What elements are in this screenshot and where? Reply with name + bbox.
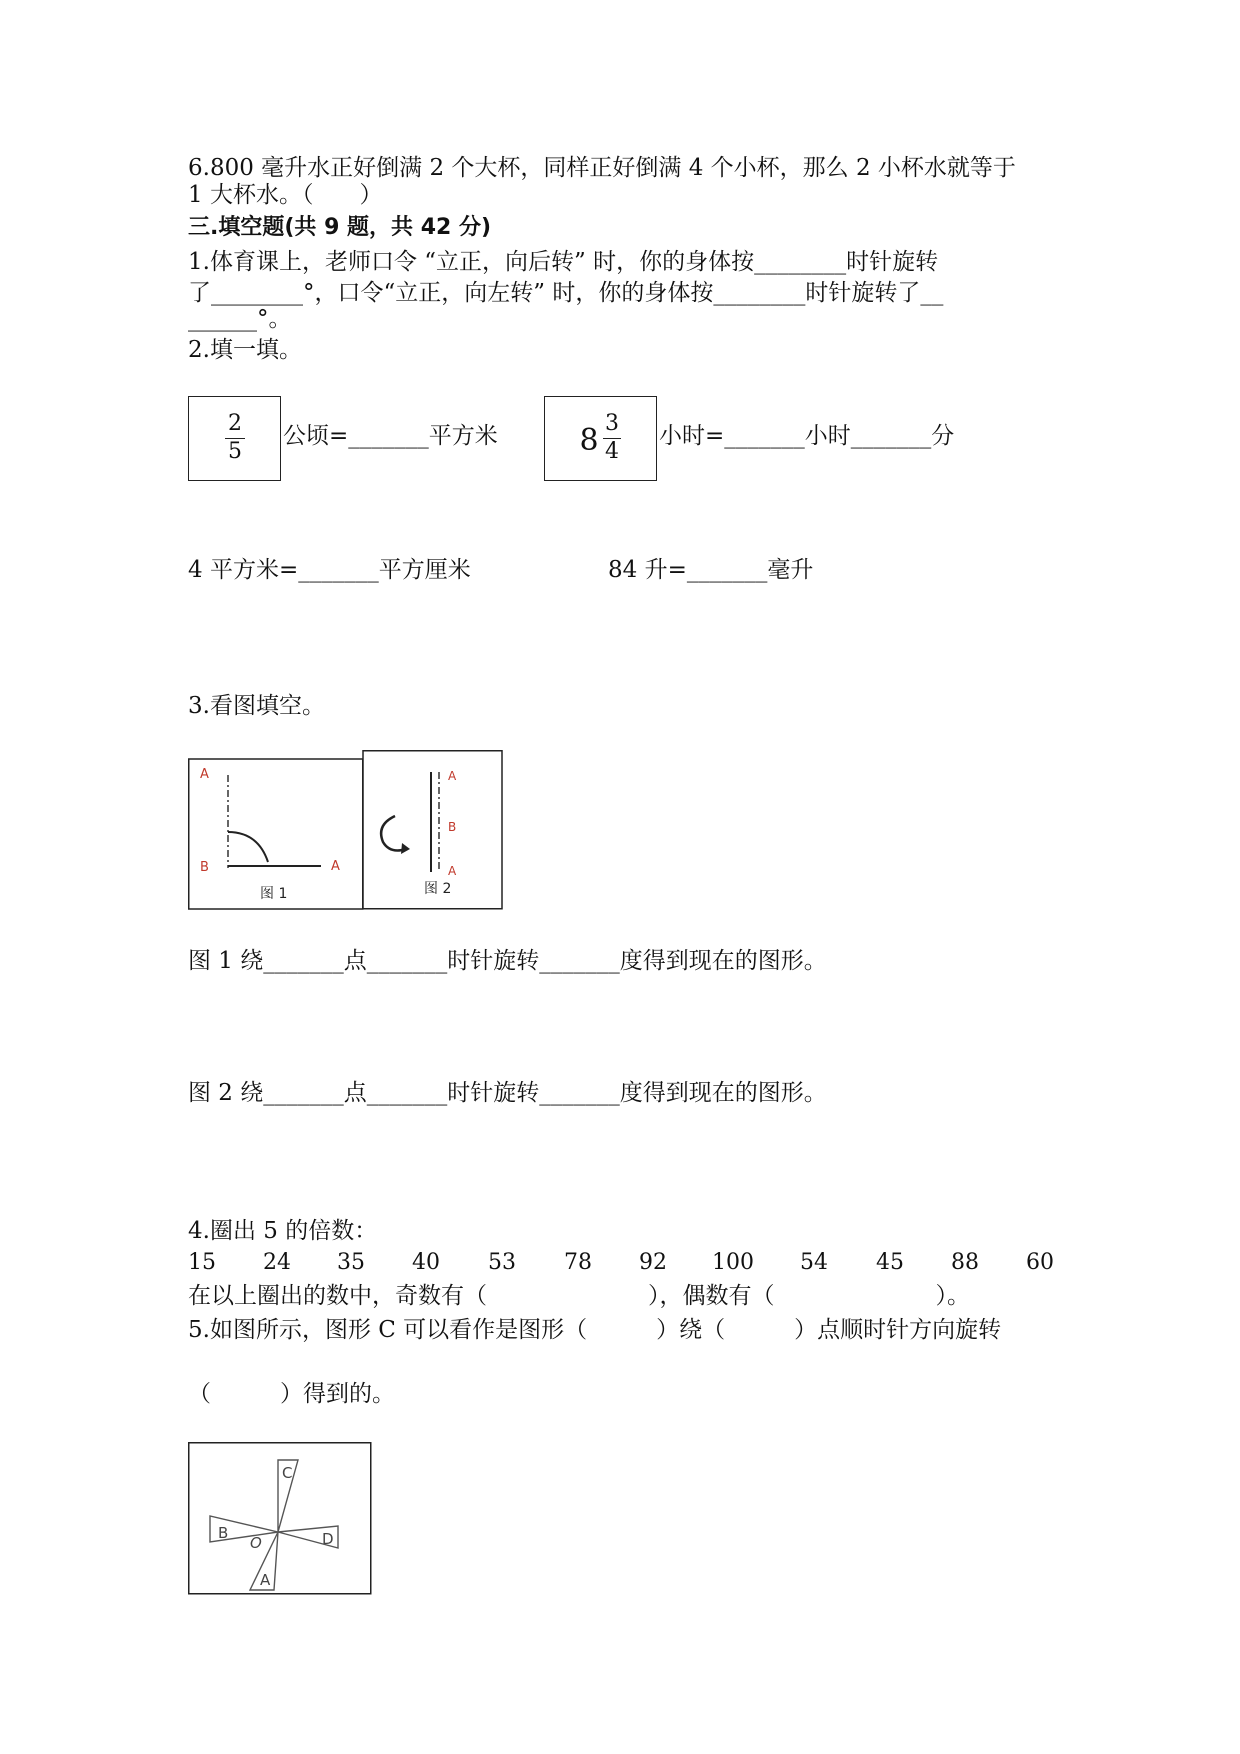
q5-line1: 5.如图所示，图形 C 可以看作是图形（ ）绕（ ）点顺时针方向旋转 [188, 1317, 1002, 1343]
label-c: C [282, 1464, 293, 1482]
q4-number[interactable]: 40 [412, 1250, 440, 1275]
q4-number[interactable]: 78 [564, 1250, 592, 1275]
q2-item2: 小时=_______小时_______分 [659, 423, 955, 449]
figure-1-label-a-top: A [200, 767, 209, 782]
q6-line2: 1 大杯水。（ ） [188, 182, 383, 208]
figure-1-label-b: B [200, 860, 209, 875]
q1-line3: ______°。 [188, 306, 292, 332]
q4-number[interactable]: 54 [800, 1250, 828, 1275]
label-a: A [260, 1571, 271, 1589]
fraction-2-denominator: 4 [605, 439, 619, 464]
figure-2-label-a-bottom: A [448, 864, 457, 878]
fraction-2-whole: 8 [579, 423, 599, 458]
q4-number[interactable]: 45 [876, 1250, 904, 1275]
rotation-figures [188, 750, 504, 912]
figure-2-label-a-top: A [448, 769, 457, 783]
q4-number[interactable]: 100 [712, 1250, 754, 1275]
q5-line2: （ ）得到的。 [188, 1381, 395, 1407]
q6-line1: 6.800 毫升水正好倒满 2 个大杯，同样正好倒满 4 个小杯，那么 2 小杯水就等于 [188, 155, 1016, 181]
q4-title: 4.圈出 5 的倍数： [188, 1218, 378, 1244]
q2-item4: 84 升=_______毫升 [608, 557, 814, 583]
fraction-box-2 [544, 396, 657, 481]
q4-number[interactable]: 35 [337, 1250, 365, 1275]
q1-line1: 1.体育课上，老师口令 “立正，向后转” 时，你的身体按________时针旋转 [188, 249, 939, 275]
q2-item1: 公顷=_______平方米 [283, 423, 498, 449]
q4-number[interactable]: 15 [188, 1250, 216, 1275]
fraction-box-1 [188, 396, 281, 481]
fraction-1-denominator: 5 [228, 439, 242, 464]
figure-1-label-a-right: A [331, 859, 340, 874]
q3-fig2-question: 图 2 绕_______点_______时针旋转_______度得到现在的图形。 [188, 1080, 827, 1106]
figure-2-label-b: B [448, 820, 457, 834]
q2-item3: 4 平方米=_______平方厘米 [188, 557, 471, 583]
q2-title: 2.填一填。 [188, 337, 302, 363]
label-o: O [250, 1534, 262, 1552]
q1-line2: 了________°，口令“立正，向左转” 时，你的身体按________时针旋转了__ [188, 280, 944, 306]
q4-number[interactable]: 60 [1026, 1250, 1054, 1275]
label-b: B [218, 1524, 229, 1542]
q3-fig1-question: 图 1 绕_______点_______时针旋转_______度得到现在的图形。 [188, 948, 827, 974]
fraction-1-numerator: 2 [228, 411, 242, 436]
q4-number[interactable]: 24 [263, 1250, 291, 1275]
section-title: 三.填空题(共 9 题，共 42 分) [188, 215, 492, 240]
q4-number[interactable]: 88 [951, 1250, 979, 1275]
label-d: D [322, 1530, 334, 1548]
windmill-figure [188, 1442, 372, 1596]
q4-number[interactable]: 92 [639, 1250, 667, 1275]
windmill-frame [189, 1443, 371, 1594]
q4-number[interactable]: 53 [488, 1250, 516, 1275]
q4-line2: 在以上圈出的数中，奇数有（ ），偶数有（ ）。 [188, 1283, 970, 1309]
q3-title: 3.看图填空。 [188, 693, 325, 719]
fraction-2-numerator: 3 [605, 411, 619, 436]
figure-1-caption: 图 1 [260, 886, 288, 902]
figure-2-caption: 图 2 [424, 881, 452, 897]
